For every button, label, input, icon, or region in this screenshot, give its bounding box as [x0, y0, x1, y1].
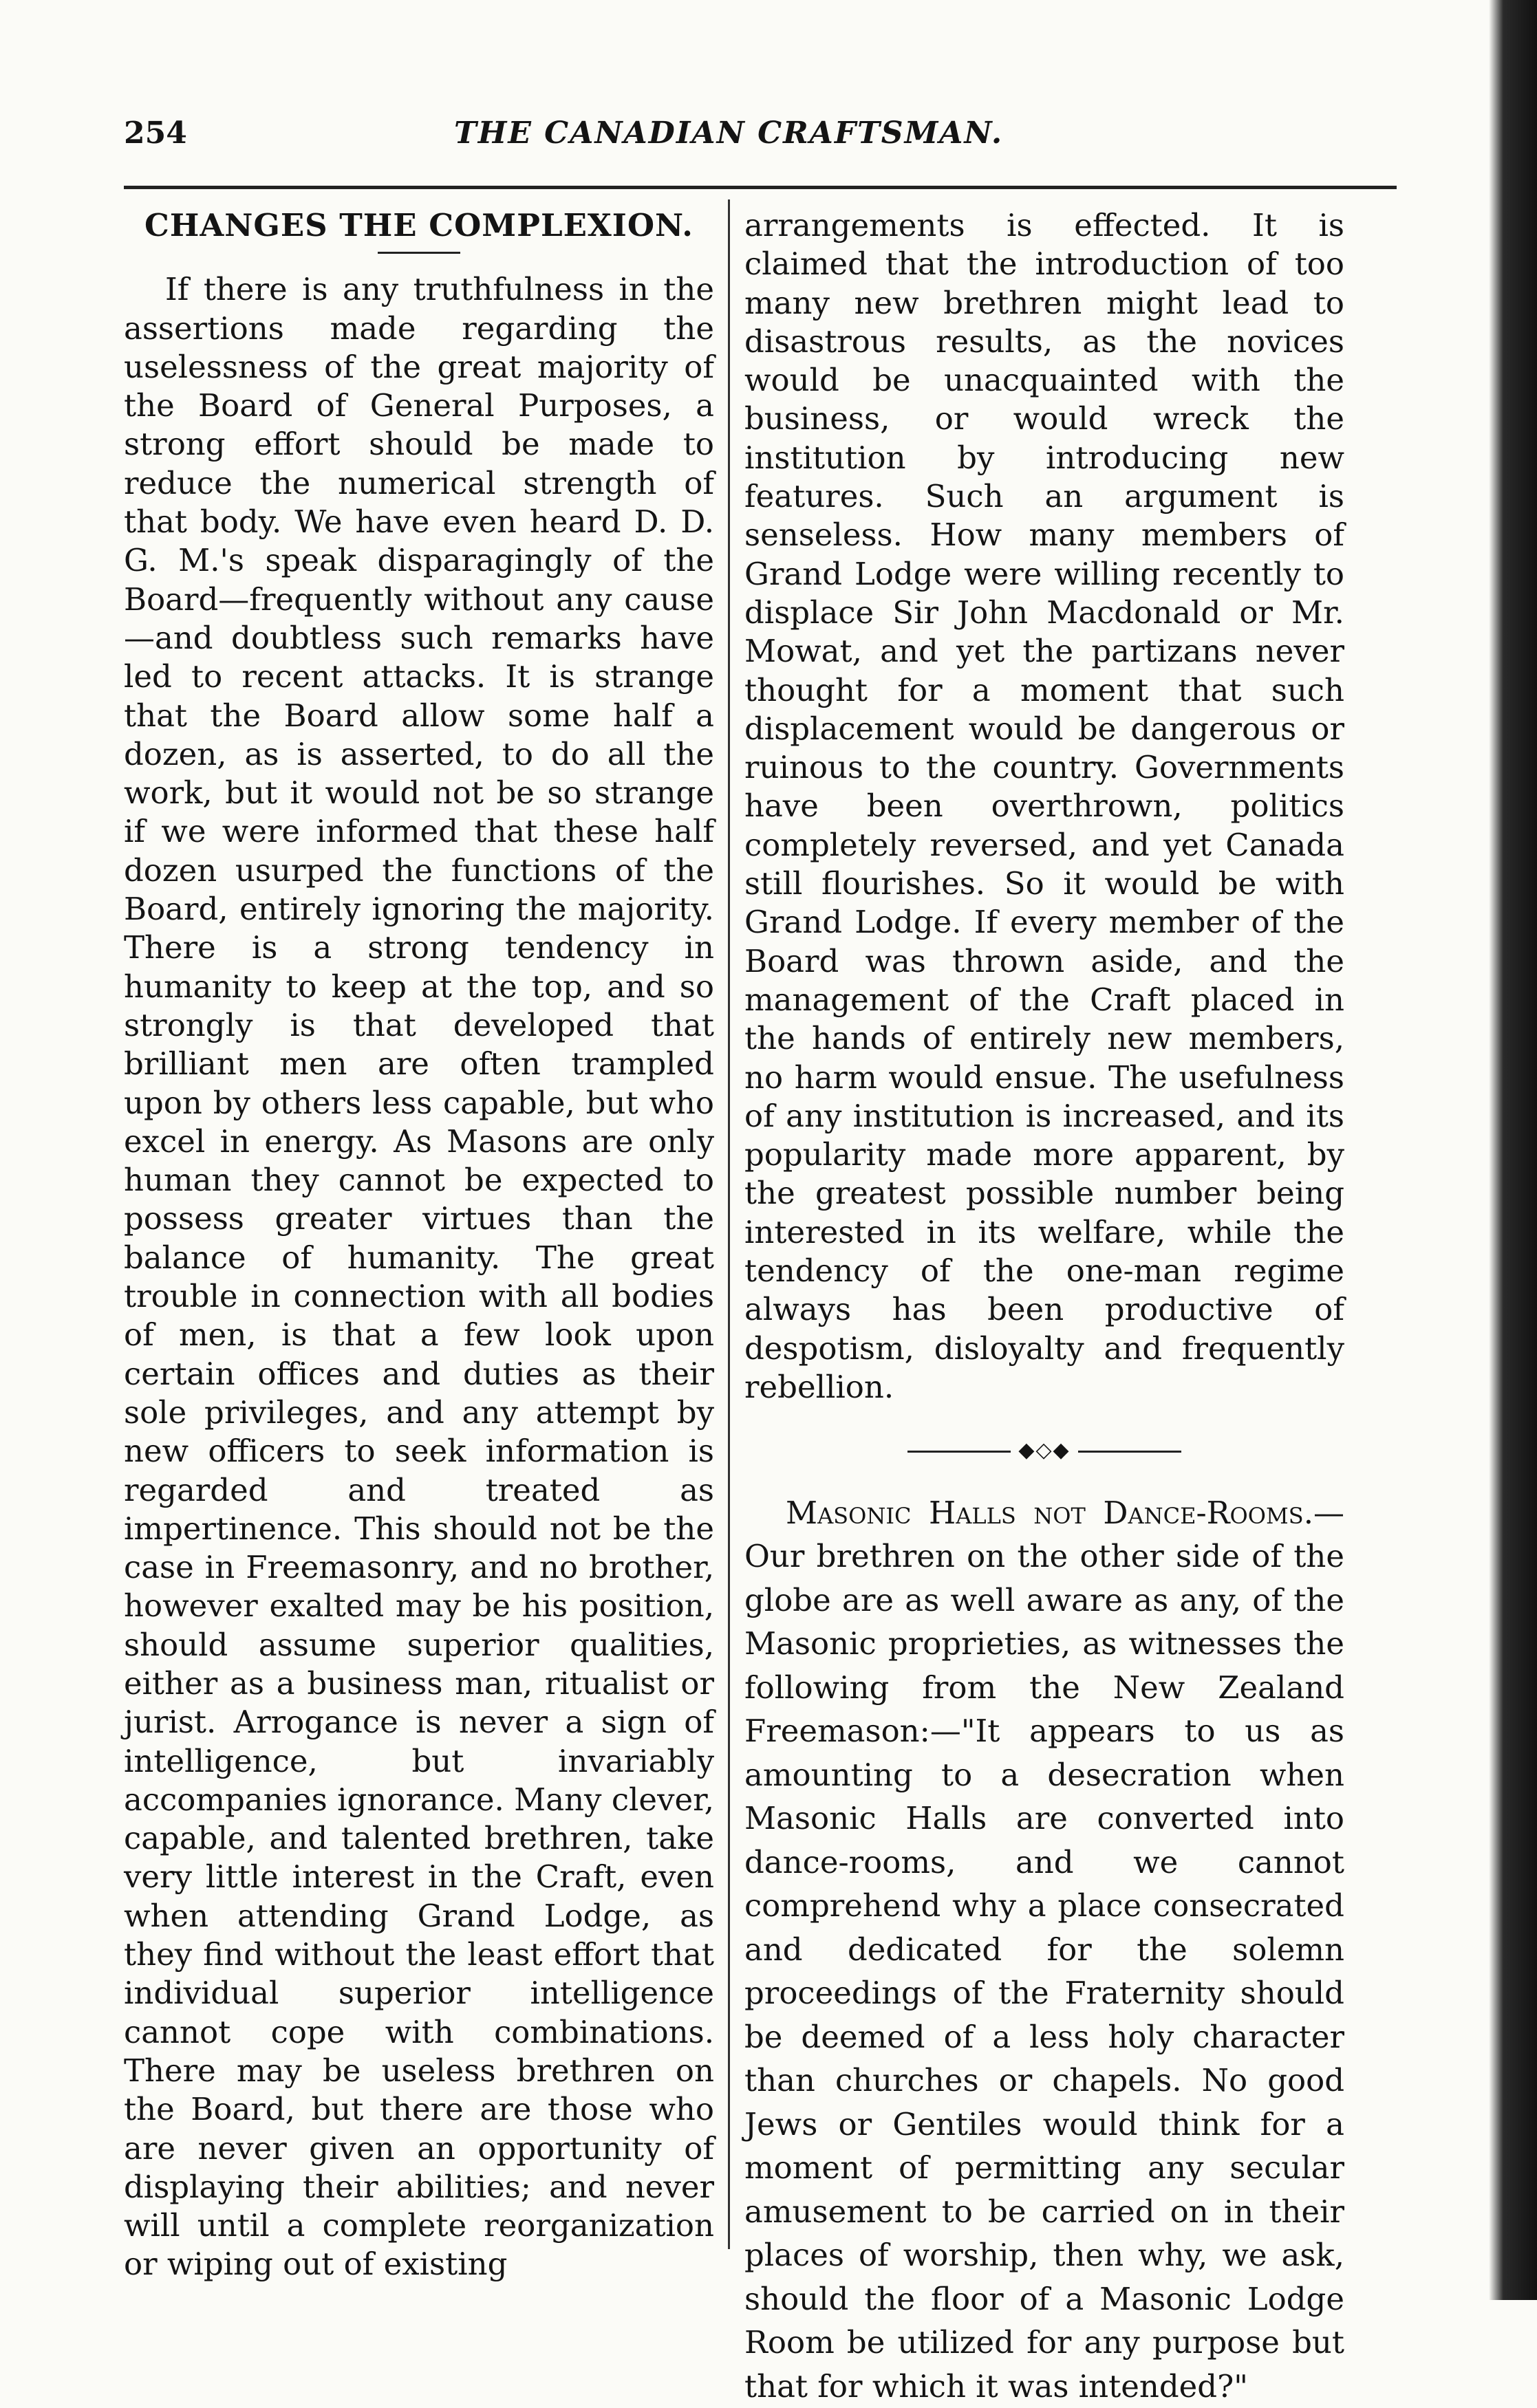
second-article — [744, 1491, 1344, 2408]
ornament-line-right — [1078, 1451, 1181, 1453]
ornament-line-left — [907, 1451, 1011, 1453]
second-article-heading: Masonic Halls not Dance-Rooms. — [786, 1495, 1313, 1531]
article-heading: CHANGES THE COMPLEXION. — [124, 206, 714, 245]
second-article-body: —Our brethren on the other side of the globe are as well aware as any, of the Masonic proprieties, as witnesses the following from the New Zealand Freemason:—"It appears to us as amounting to a desecration when Masonic Halls are converted into dance-rooms, and we cannot comprehend why a place consecrated and dedicated for the solemn proceedings of the Fraternity should be deemed of a less holy character than churches or chapels. No good Jews or Gentiles would think for a moment of permitting any secular amusement to be carried on in their places of worship, then why, we ask, should the floor of a Masonic Lodge Room be utilized for any purpose but that for which it was intended?" — [744, 1495, 1344, 2405]
article-body: If there is any truthfulness in the assertions made regarding the uselessness of the great majority of the Board of General Purposes, a strong effort should be made to reduce the numerical strength of that body. We have even heard D. D. G. M.'s speak disparagingly of the Board—frequently without any cause—and doubtless such remarks have led to recent attacks. It is strange that the Board allow some half a dozen, as is asserted, to do all the work, but it would not be so strange if we were informed that these half dozen usurped the functions of the Board, entirely ignoring the majority. There is a strong tendency in humanity to keep at the top, and so strongly is that developed that brilliant men are often trampled upon by others less capable, but who excel in energy. As Masons are only human they cannot be expected to possess greater virtues than the balance of humanity. The great trouble in connection with all bodies of men, is that a few look upon certain offices and duties as their sole privileges, and any attempt by new officers to seek information is regarded and treated as impertinence. This should not be the case in Freemasonry, and no brother, however exalted may be his position, should assume superior qualities, either as a business man, ritualist or jurist. Arrogance is never a sign of intelligence, but invariably accompanies ignorance. Many clever, capable, and talented brethren, take very little interest in the Craft, even when attending Grand Lodge, as they find without the least effort that individual superior intelligence cannot cope with combinations. There may be useless brethren on the Board, but there are those who are never given an opportunity of displaying their abilities; and never will until a complete reorganization or wiping out of existing — [124, 270, 714, 2284]
page-binding-edge — [1489, 0, 1537, 2300]
left-column — [124, 206, 714, 2284]
running-title: THE CANADIAN CRAFTSMAN. — [454, 116, 1003, 151]
section-ornament — [744, 1431, 1344, 1470]
header-rule — [124, 186, 1397, 189]
page-number: 254 — [124, 116, 187, 151]
column-divider — [728, 199, 730, 2249]
article-continuation: arrangements is effected. It is claimed that the introduction of too many new brethren might lead to disastrous results, as the novices would be unacquainted with the business, or would wreck the institution by introducing new features. Such an argument is senseless. How many members of Grand Lodge were willing recently to displace Sir John Macdonald or Mr. Mowat, and yet the partizans never thought for a moment that such displacement would be dangerous or ruinous to the country. Governments have been overthrown, politics completely reversed, and yet Canada still flourishes. So it would be with Grand Lodge. If every member of the Board was thrown aside, and the management of the Craft placed in the hands of entirely new members, no harm would ensue. The usefulness of any institution is increased, and its popularity made more apparent, by the greatest possible number being interested in its welfare, while the tendency of the one-man regime always has been productive of despotism, disloyalty and frequently rebellion. — [744, 206, 1344, 1407]
page-header — [124, 116, 1348, 177]
heading-rule — [378, 252, 460, 254]
right-column — [744, 206, 1344, 2408]
ornament-glyph: ◆◇◆ — [1018, 1438, 1070, 1462]
